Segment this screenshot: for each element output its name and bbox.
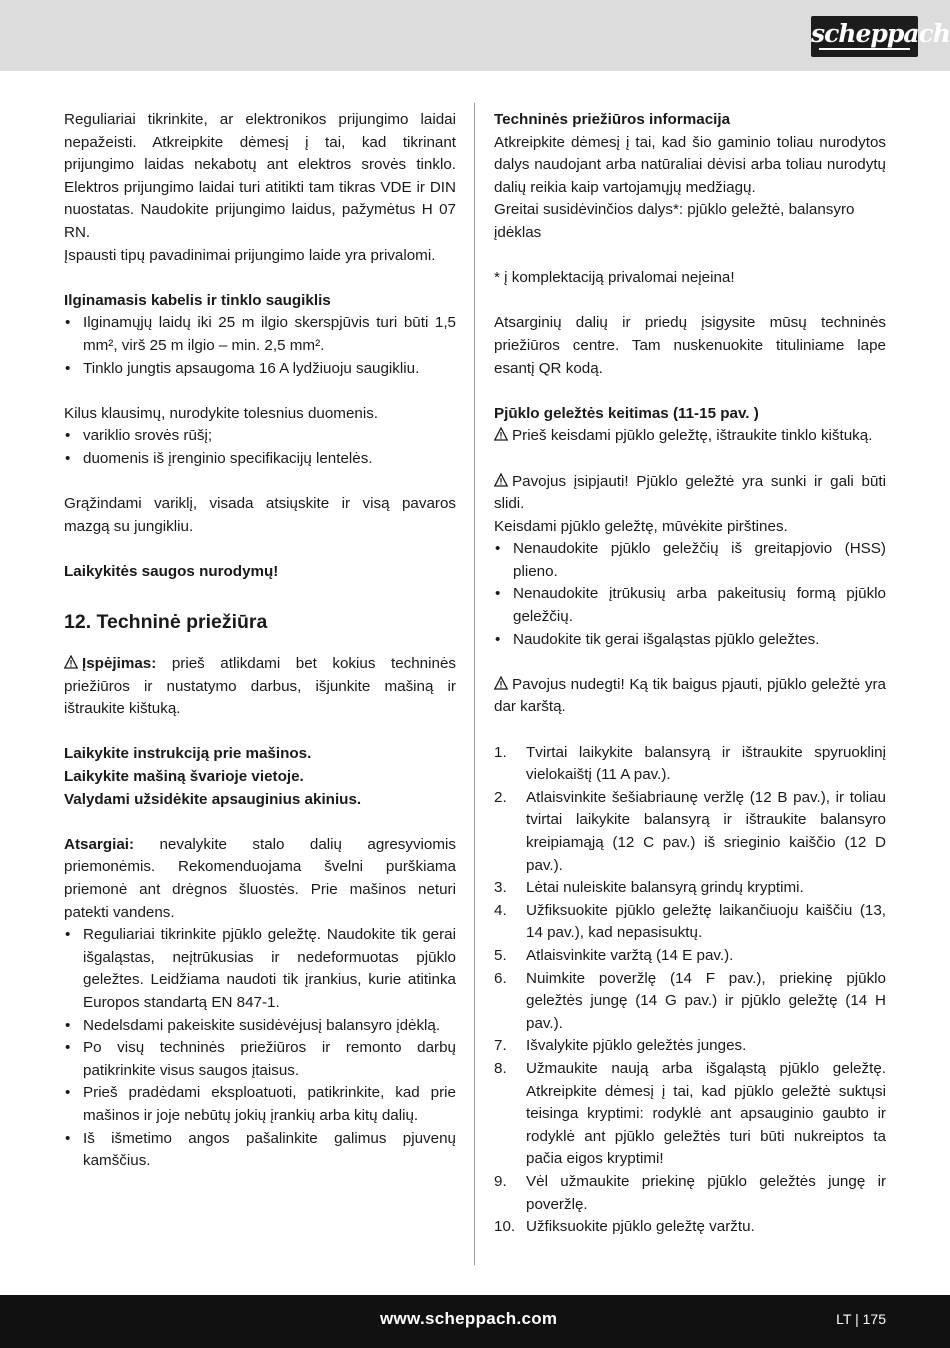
step-item: 8. Užmaukite naują arba išgaląstą pjūklo geležtę. Atkreipkite dėmesį į tai, kad pjūklo geležtė suktųsi teisinga kryptimi: rodyklė ant apsauginio gaubto ir rodyklė ant pjūklo geležtės turi būti nukreiptos ta pačia eigos kryptimi! <box>494 1059 886 1168</box>
list-item: • Iš išmetimo angos pašalinkite galimus pjuvenų kamščius. <box>64 1128 456 1173</box>
warning-text: prieš atlikdami bet kokius techninės priežiūros ir nustatymo darbus, išjunkite mašiną ir ištraukite kištuką. <box>64 655 456 718</box>
step-item: 6. Nuimkite poveržlę (14 F pav.), priekinę pjūklo geležtės jungę (14 G pav.) ir pjūklo geležtę (14 H pav.). <box>494 969 886 1032</box>
footnote: * į komplektaciją privalomai neįeina! <box>494 269 735 287</box>
list-item: • Nedelsdami pakeiskite susidėvėjusį balansyro įdėklą. <box>64 1015 456 1038</box>
list-item: • Ilginamųjų laidų iki 25 m ilgio skerspjūvis turi būti 1,5 mm², virš 25 m ilgio – min. 2,5 mm². <box>64 312 456 357</box>
list-item: • Nenaudokite įtrūkusių arba pakeitusių formą pjūklo geležčių. <box>494 583 886 628</box>
paragraph-spare-parts: Atsarginių dalių ir priedų įsigysite mūsų techninės priežiūros centre. Tam nuskenuokite tituliniame lape esantį QR kodą. <box>494 314 886 377</box>
column-divider <box>474 103 475 1265</box>
step-item: 9. Vėl užmaukite priekinę pjūklo geležtės jungę ir poveržlę. <box>494 1172 886 1213</box>
step-item: 5. Atlaisvinkite varžtą (14 E pav.). <box>494 946 734 964</box>
paragraph-type-names: Įspausti tipų pavadinimai prijungimo laide yra privalomi. <box>64 246 436 264</box>
brand-logo: scheppach <box>811 16 918 57</box>
questions-list <box>64 425 456 470</box>
footer-bar <box>0 1295 950 1348</box>
steps-list <box>494 742 886 1239</box>
section-title: 12. Techninė priežiūra <box>64 611 268 634</box>
bold-line: Valydami užsidėkite apsauginius akinius. <box>64 790 362 808</box>
step-item: 2. Atlaisvinkite šešiabriaunę veržlę (12 B pav.), ir toliau tvirtai laikykite balansyrą ir ištraukite balansyro kreipiamąją (12 C pav.) iš srieginio kaiščio (12 D pav.). <box>494 788 886 874</box>
footer-url[interactable]: www.scheppach.com <box>380 1309 558 1328</box>
paragraph-questions: Kilus klausimų, nurodykite tolesnius duomenis. <box>64 404 379 422</box>
bold-line: Laikykite instrukciją prie mašinos. <box>64 745 312 763</box>
paragraph-return: Grąžindami variklį, visada atsiųskite ir visą pavaros mazgą su jungikliu. <box>64 495 456 535</box>
heading-blade-change: Pjūklo geležtės keitimas (11-15 pav. ) <box>494 404 759 422</box>
page-number: LT | 175 <box>836 1311 886 1327</box>
step-item: 7. Išvalykite pjūklo geležtės junges. <box>494 1037 747 1055</box>
list-item: • Reguliariai tikrinkite pjūklo geležtę. Naudokite tik gerai išgaląstas, neįtrūkusias ir nedeformuotas pjūklo geležtes. Leidžiama naudoti tik įrankius, kurie atitinka Europos standartą EN 847-1. <box>64 924 456 1014</box>
burn-warning: Pavojus nudegti! Ką tik baigus pjauti, pjūklo geležtė yra dar karštą. <box>494 675 886 716</box>
bold-line: Laikykite mašiną švarioje vietoje. <box>64 768 304 786</box>
warning-icon <box>64 655 78 669</box>
warning-paragraph <box>64 653 456 721</box>
list-item: • Prieš pradėdami eksploatuoti, patikrinkite, kad prie mašinos ir joje nebūtų jokių įrankių arba kitų dalių. <box>64 1082 456 1127</box>
paragraph-wear-parts: Greitai susidėvinčios dalys*: pjūklo geležtė, balansyro įdėklas <box>494 201 855 241</box>
heading-extension-cable: Ilginamasis kabelis ir tinklo saugiklis <box>64 291 331 309</box>
step-item: 1. Tvirtai laikykite balansyrą ir ištraukite spyruoklinį vielokaištį (11 A pav.). <box>494 743 886 784</box>
right-column <box>494 109 886 1239</box>
caution-list <box>64 924 456 1173</box>
left-column <box>64 109 456 1173</box>
caution-paragraph <box>64 834 456 924</box>
step-item: 4. Užfiksuokite pjūklo geležtę laikančiuoju kaiščiu (13, 14 pav.), kad nepasisuktų. <box>494 901 886 942</box>
caution-label: Atsargiai: <box>64 835 135 853</box>
warning-icon <box>494 676 508 690</box>
blade-warning-2: Pavojus įsipjauti! Pjūklo geležtė yra sunki ir gali būti slidi. <box>494 472 886 513</box>
list-item: • Tinklo jungtis apsaugoma 16 A lydžiuoju saugikliu. <box>64 358 456 381</box>
paragraph-cables: Reguliariai tikrinkite, ar elektronikos prijungimo laidai nepažeisti. Atkreipkite dėmesį į tai, kad tikrinant prijungimo laidas nekabotų ant elektros srovės tinklo. Elektros prijungimo laidai turi atitikti tam tikras VDE ir DIN nuostatas. Naudokite prijungimo laidus, pažymėtus H 07 RN. <box>64 111 456 241</box>
list-item: • Naudokite tik gerai išgaląstas pjūklo geležtes. <box>494 629 886 652</box>
list-item: • duomenis iš įrenginio specifikacijų lentelės. <box>64 448 456 471</box>
list-item: • Po visų techninės priežiūros ir remonto darbų patikrinkite visus saugos įtaisus. <box>64 1037 456 1082</box>
step-item: 10. Užfiksuokite pjūklo geležtę varžtu. <box>494 1218 755 1236</box>
warning-label: Įspėjimas: <box>82 655 157 673</box>
heading-maintenance-info: Techninės priežiūros informacija <box>494 111 731 128</box>
header-bar <box>0 0 950 71</box>
warning-icon <box>494 427 508 441</box>
paragraph-gloves: Keisdami pjūklo geležtę, mūvėkite pirštines. <box>494 517 788 535</box>
blade-warning-1: Prieš keisdami pjūklo geležtę, ištraukite tinklo kištuką. <box>494 425 886 448</box>
paragraph-info: Atkreipkite dėmesį į tai, kad šio gaminio toliau nurodytos dalys naudojant arba natūraliai dėvisi arba toliau nurodytų dalių reikia kaip vartojamųjų medžiagų. <box>494 133 886 196</box>
safety-note: Laikykitės saugos nurodymų! <box>64 562 279 580</box>
caution-text: nevalykite stalo dalių agresyviomis priemonėmis. Rekomenduojama švelni purškiama priemonė ant drėgnos šluostės. Prie mašinos neturi patekti vandens. <box>64 835 456 921</box>
cable-list <box>64 312 456 380</box>
list-item: • variklio srovės rūšį; <box>64 425 456 448</box>
blade-list <box>494 538 886 651</box>
warning-icon <box>494 473 508 487</box>
list-item: • Nenaudokite pjūklo geležčių iš greitapjovio (HSS) plieno. <box>494 538 886 583</box>
step-item: 3. Lėtai nuleiskite balansyrą grindų kryptimi. <box>494 879 804 897</box>
